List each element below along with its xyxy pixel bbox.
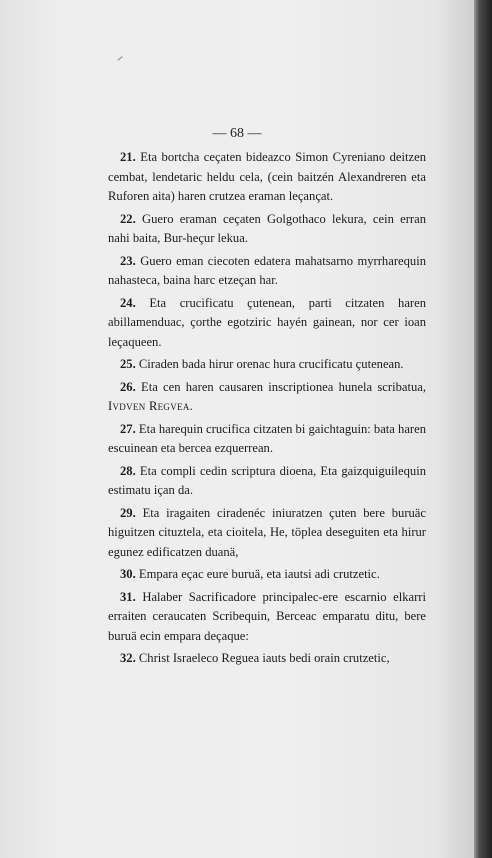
verse-28 [108, 462, 426, 501]
verse-number: 26. [120, 379, 136, 394]
stray-mark [117, 56, 122, 61]
verse-number: 31. [120, 589, 136, 604]
verse-text: Eta bortcha ceçaten bideazco Simon Cyreniano deitzen cembat, lendetaric heldu cela, (cein baitzén Alexandreren eta Ruforen aita) haren crutzea eraman leçançat. [108, 150, 426, 203]
verse-text: Christ Israeleco Reguea iauts bedi orain crutzetic, [138, 651, 390, 665]
verse-27 [108, 420, 426, 459]
verse-30 [108, 565, 426, 585]
verse-number: 21. [120, 150, 136, 164]
verse-number: 25. [120, 357, 136, 371]
verse-number: 27. [120, 421, 136, 436]
verse-29 [108, 504, 426, 563]
verse-31 [108, 588, 426, 647]
verse-text-block [108, 148, 426, 672]
verse-text: Ciraden bada hirur orenac hura crucificatu çutenean. [138, 357, 404, 371]
verse-number: 29. [120, 505, 136, 520]
verse-24 [108, 294, 426, 353]
verse-number: 30. [120, 567, 136, 581]
verse-text: Eta harequin crucifica citzaten bi gaichtaguin: bata haren escuinean eta bercea ezquerrean. [108, 421, 426, 455]
verse-26 [108, 378, 426, 417]
verse-text: Eta crucificatu çutenean, parti citzaten haren abillamenduac, çorthe egotziric hayén gainean, nor cer ioan leçaqueen. [108, 295, 426, 349]
verse-text: Halaber Sacrificadore principalec-ere escarnio elkarri erraiten ceraucaten Scribequin, Berceac emparatu ditu, bere buruä ecin empara deçaque: [108, 589, 426, 643]
verse-number: 23. [120, 253, 136, 268]
verse-number: 22. [120, 211, 136, 226]
verse-text: Eta compli cedin scriptura dioena, Eta gaizquiguilequin estimatu içan da. [108, 463, 426, 497]
verse-32 [108, 649, 426, 669]
inscription-text: Ivdven Regvea. [108, 399, 194, 413]
verse-text: Eta cen haren causaren inscriptionea hunela scribatua, [141, 379, 426, 394]
verse-text: Guero eraman ceçaten Golgothaco lekura, cein erran nahi baita, Bur-heçur lekua. [108, 211, 427, 245]
verse-text: Eta iragaiten ciradenéc iniuratzen çuten bere buruäc higuitzen cituztela, eta cioitela, He, töplea deseguiten eta hirur egunez edificatzen duanä, [108, 505, 426, 559]
verse-text: Guero eman ciecoten edatera mahatsarno myrrharequin nahasteca, baina harc etzeçan har. [108, 253, 426, 287]
verse-21 [108, 148, 426, 207]
verse-number: 24. [120, 295, 136, 310]
verse-text: Empara eçac eure buruä, eta iautsi adi crutzetic. [138, 567, 380, 581]
verse-number: 32. [120, 651, 136, 665]
verse-22 [108, 210, 426, 249]
verse-25 [108, 355, 426, 375]
verse-23 [108, 252, 426, 291]
page-edge-shadow [474, 0, 492, 858]
verse-number: 28. [120, 463, 136, 478]
page-number: — 68 — [212, 126, 262, 141]
